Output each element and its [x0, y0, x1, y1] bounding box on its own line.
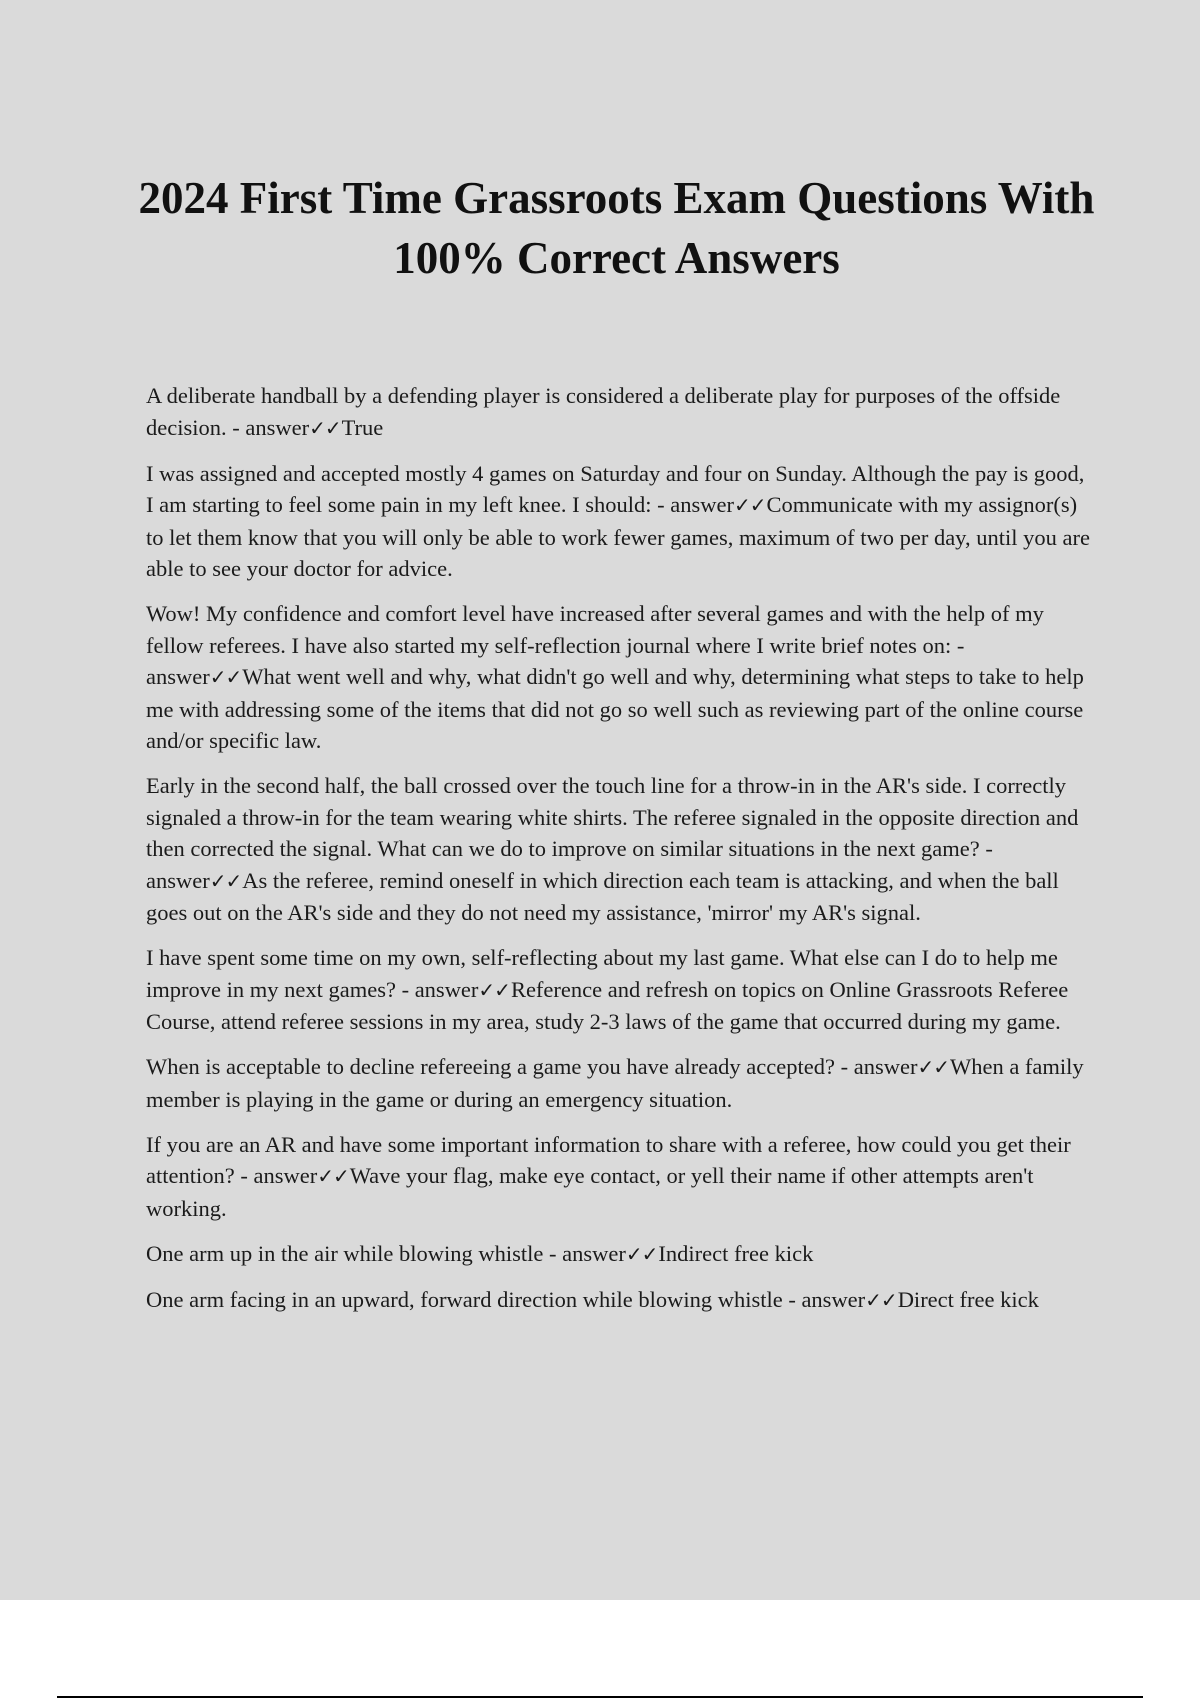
answer-marker: - answer: [401, 976, 479, 1002]
question-text: If you are an AR and have some important information to share with a referee, how could you get their attention?: [146, 1131, 1071, 1188]
answer-text: Reference and refresh on topics on Online Grassroots Referee Course, attend referee sessions in my area, study 2-3 laws of the game that occurred during my game.: [146, 976, 1069, 1034]
question-text: When is acceptable to decline refereeing a game you have already accepted?: [146, 1054, 835, 1079]
answer-text: Direct free kick: [897, 1286, 1039, 1312]
question-text: Wow! My confidence and comfort level have increased after several games and with the help of my fellow referees. I have also started my self-reflection journal where I write brief notes on:: [146, 601, 1044, 658]
answer-text: Indirect free kick: [658, 1240, 814, 1266]
double-check-icon: ✓✓: [209, 665, 242, 689]
qa-item: [146, 458, 1092, 585]
answer-marker: - answer: [549, 1240, 626, 1266]
qa-item: [146, 1129, 1092, 1225]
answer-marker: - answer: [788, 1286, 866, 1312]
answer-text: Communicate with my assignor(s) to let them know that you will only be able to work fewer games, maximum of two per day, until you are able to see your doctor for advice.: [146, 492, 1090, 581]
question-text: A deliberate handball by a defending player is considered a deliberate play for purposes of the offside decision.: [146, 383, 1061, 440]
qa-item: [146, 1051, 1092, 1115]
answer-text: When a family member is playing in the game or during an emergency situation.: [146, 1054, 1084, 1112]
qa-item: [146, 380, 1092, 444]
double-check-icon: ✓✓: [733, 493, 766, 517]
answer-text: Wave your flag, make eye contact, or yell their name if other attempts aren't working.: [146, 1163, 1034, 1221]
answer-marker: - answer: [840, 1054, 918, 1079]
double-check-icon: ✓✓: [317, 1164, 349, 1188]
double-check-icon: ✓✓: [309, 415, 341, 440]
question-text: I have spent some time on my own, self-reflecting about my last game. What else can I do to help me improve in my next games?: [146, 945, 1058, 1002]
answer-marker: - answer: [240, 1163, 318, 1188]
answer-marker: - answer: [146, 836, 993, 893]
question-text: One arm facing in an upward, forward direction while blowing whistle: [146, 1286, 783, 1312]
question-text: Early in the second half, the ball crossed over the touch line for a throw-in in the AR's side. I correctly signaled a throw-in for the team wearing white shirts. The referee signaled in the opposite direction and then corrected the signal. What can we do to improve on similar situations in the next game?: [146, 773, 1079, 861]
qa-item: [146, 1238, 1092, 1271]
double-check-icon: ✓✓: [865, 1287, 897, 1312]
double-check-icon: ✓✓: [625, 1241, 658, 1266]
question-text: I was assigned and accepted mostly 4 games on Saturday and four on Sunday. Although the pay is good, I am starting to feel some pain in my left knee. I should:: [146, 460, 1085, 517]
answer-text: True: [341, 414, 384, 440]
qa-item: [146, 770, 1092, 929]
answer-text: What went well and why, what didn't go well and why, determining what steps to take to help me with addressing some of the items that did not go so well such as reviewing part of the online course and/or specific law.: [146, 664, 1084, 753]
document-title: 2024 First Time Grassroots Exam Questions With 100% Correct Answers: [138, 173, 1095, 283]
answer-marker: - answer: [232, 414, 310, 440]
footer-divider: [57, 1696, 1143, 1698]
double-check-icon: ✓✓: [478, 977, 510, 1002]
qa-item: [146, 942, 1092, 1038]
double-check-icon: ✓✓: [917, 1055, 949, 1079]
qa-item: [146, 598, 1092, 757]
answer-text: As the referee, remind oneself in which direction each team is attacking, and when the ball goes out on the AR's side and they do not need my assistance, 'mirror' my AR's signal.: [146, 867, 1059, 925]
double-check-icon: ✓✓: [209, 868, 242, 893]
answer-marker: - answer: [146, 632, 965, 689]
question-answer-list: [146, 380, 1092, 1330]
question-text: One arm up in the air while blowing whistle: [146, 1240, 544, 1266]
qa-item: [146, 1284, 1092, 1317]
answer-marker: - answer: [657, 492, 734, 517]
